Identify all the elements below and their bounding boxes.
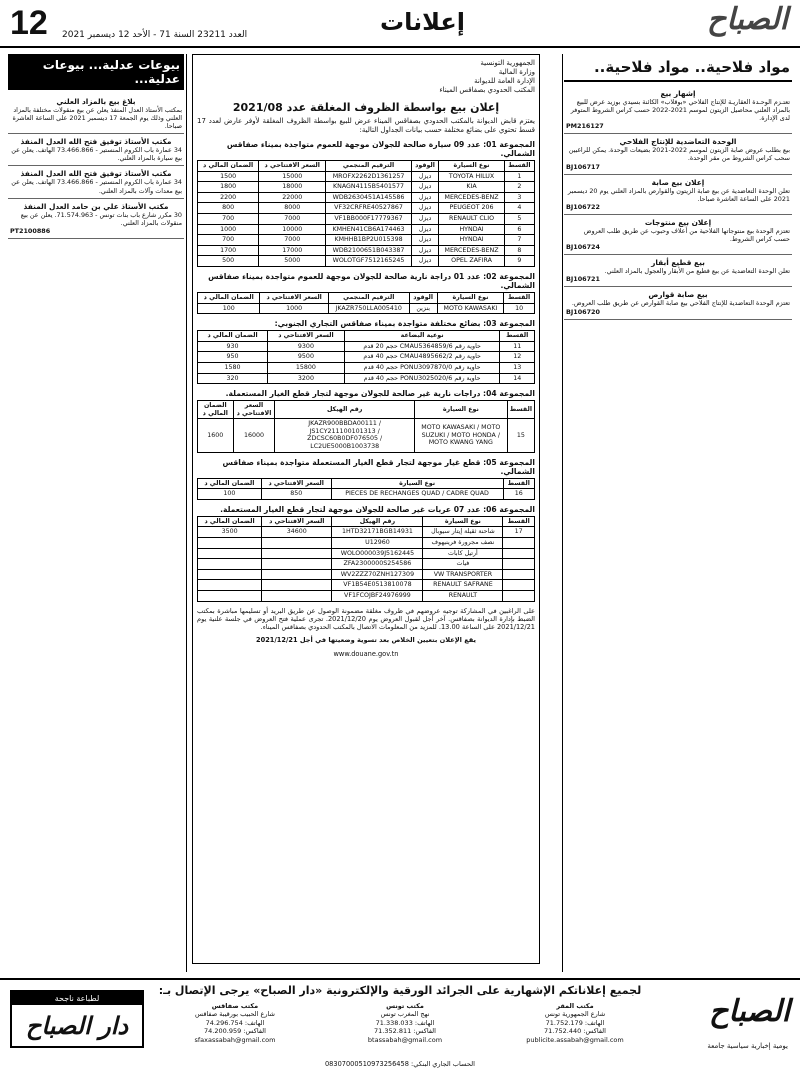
office-line: sfaxassabah@gmail.com [194,1035,276,1044]
ad-notes: على الراغبين في المشاركة توجيه عروضهم في ظروف مغلقة مضمونة الوصول عن طريق البريد أو تسليمها مباشرة بمكتب الضبط بإدارة الديوانة بصفاقس. آخر أجل لقبول العروض يوم 2021/12/20. تجرى عملية فتح العروض في جلسة علنية يوم 2021/12/21 على الساعة 13.00. للمزيد من المعلومات الاتصال بالمكتب الحدودي بصفاقس الميناء. [197,606,535,632]
table-cell: 1000 [198,224,259,235]
ad-reference: PT2100886 [10,226,51,235]
table-cell: بنزين [409,303,437,314]
legal-ad [8,199,184,239]
table-cell: JKAZR750LLA005410 [328,303,409,314]
table-cell [262,538,332,549]
column-header: نوع السيارة [331,478,503,489]
table-cell: 3500 [198,527,262,538]
table-cell [262,591,332,602]
table-cell: RENAULT CLIO [439,213,505,224]
table-cell: PEUGEOT 206 [439,203,505,214]
ad-heading: إعلان بيع صابة [651,177,705,187]
table-cell: 14 [500,373,535,384]
table-cell: 4 [504,203,534,214]
table-cell: 800 [198,203,259,214]
table-row [198,548,535,559]
legal-ad [8,134,184,166]
table-row [198,489,535,500]
table-cell: 100 [198,303,260,314]
table-cell: KNAGN4115B5401577 [326,182,412,193]
lots-table [197,292,535,314]
table-cell: ديزل [411,245,438,256]
table-cell: أرتيل كابات [423,548,503,559]
table-cell [503,580,535,591]
table-cell [503,548,535,559]
column-header: الوقود [409,292,437,303]
lots-table [197,400,535,453]
table-cell: MOTO KAWASAKI / MOTO SUZUKI / MOTO HONDA / MOTO KWANG YANG [414,419,507,452]
issue-line: العدد 23211 السنة 71 - الأحد 12 ديسمبر 2021 [62,30,248,40]
ad-text: 30 مكرر شارع باب بنات تونس - 71.574.963. يعلن عن بيع منقولات بالمزاد العلني. [20,210,182,227]
table-cell [198,559,262,570]
table-cell: 17 [503,527,535,538]
ad-text: 34 عمارة باب الكروم المنستير - 73.466.866 الهاتف. يعلن عن بيع معدات وآلات بالمزاد العلني. [11,178,182,195]
office-name: مكتب صفاقس [211,1002,259,1010]
office-line: شارع الجمهورية تونس [544,1010,606,1019]
table-cell: 1600 [198,419,234,452]
legal-ad [8,94,184,134]
agri-ad [564,86,792,134]
table-cell [503,591,535,602]
printing-logo [10,990,144,1048]
ad-reference: PM216127 [566,122,604,131]
column-header: رقم الهيكل [332,516,423,527]
table-cell: 700 [198,235,259,246]
table-row [198,341,535,352]
table-cell: 9300 [268,341,345,352]
newspaper-logo: الصباح [706,2,788,37]
table-cell: HYNDAI [439,224,505,235]
column-divider [186,54,187,972]
table-cell: 1500 [198,171,259,182]
table-cell [262,559,332,570]
table-cell: 1 [504,171,534,182]
ad-text: تعتـزم الوحـدة العقاريـة للإنتاج الفلاحي «بوقلاب» الكائنة بسيدي بوزيد عرض للبيع بالمزاد العلني محاصيل الزيتون لموسم 2021-2022 حسب كراس الشروط المتوفر لدى الإدارة. [570,98,790,123]
ad-heading: إعلان بيع منتوجات [644,217,712,227]
table-cell: 8000 [259,203,326,214]
agri-ads-column [564,54,792,320]
table-cell: PIECES DE RECHANGES QUAD / CADRE QUAD [331,489,503,500]
table-cell: نصف مجرورة فرينيهوف [423,538,503,549]
office-block [330,1002,480,1044]
table-cell: 7000 [259,235,326,246]
ad-text: تعلن الوحدة التعاضدية عن بيع صابة الزيتون والقوارص بالمزاد العلني يوم 20 ديسمبر 2021 على الساعة العاشرة صباحا. [567,186,790,203]
legal-section-title: بيوعات عدلية... بيوعات عدلية... [8,54,184,90]
table-row [198,580,535,591]
bank-account: الحساب الجاري البنكي: 08307000510973256458 [324,1060,476,1068]
table-cell [198,569,262,580]
table-cell: 10 [504,303,535,314]
table-row [198,352,535,363]
group-label: المجموعة 03: بضائع مختلفة متواجدة بميناء صفاقس التجاري الجنوبي: [274,319,535,329]
table-cell: 9500 [268,352,345,363]
table-cell: حاوية رقم PONU3097870/0 حجم 40 قدم [344,362,500,373]
table-cell: MROFX2262D1361257 [326,171,412,182]
table-cell: 850 [261,489,331,500]
column-header: القسط [504,161,534,172]
table-cell: 18000 [259,182,326,193]
lots-table [197,330,535,384]
ad-closing: يقع الإعلان بتعيين الخلاص بعد تسوية وضعيتها في أجل 2021/12/21 [256,636,476,645]
group-label: المجموعة 04: دراجات نارية غير صالحة للجولان موجهة لتجار قطع الغيار المستعملة. [225,389,535,399]
table-cell: شاحنة ثقيلة إيتار سيوبال [423,527,503,538]
table-cell: RENAULT [423,591,503,602]
table-cell: OPEL ZAFIRA [439,256,505,267]
table-cell [503,559,535,570]
table-row [198,303,535,314]
page-footer [0,978,800,1072]
table-cell: 7 [504,235,534,246]
office-line: الفاكس: 71.752.440 [544,1027,606,1036]
group-label: المجموعة 02: عدد 01 دراجة نارية صالحة للجولان موجهة للعموم متواجدة بميناء صفاقس الشمالي. [208,271,535,290]
table-cell: ديزل [411,192,438,203]
table-cell: KIA [439,182,505,193]
table-cell: JKAZR900BBDA00111 / JS1CY211100101313 / ZDCSC60B0DF076505 / LC2UE5000B1003738 [275,419,414,452]
table-row [198,373,535,384]
column-header: رقم الهيكل [275,401,414,419]
office-block [500,1002,650,1044]
column-header: الضمان المالي د [198,401,234,419]
table-cell: WOLOTGF7512165245 [326,256,412,267]
office-line: نهج المغرب تونس [380,1010,430,1019]
table-row [198,591,535,602]
table-cell [198,580,262,591]
ad-text: بمكتب الأستاذ العدل المنفذ يعلن عن بيع منقولات مختلفة بالمزاد العلني وذلك يوم الجمعة 17 ديسمبر 2021 على الساعة العاشرة صباحا. [12,106,182,131]
column-header: القسط [504,292,535,303]
table-cell: 5000 [259,256,326,267]
table-cell: 17000 [259,245,326,256]
table-cell: 320 [198,373,268,384]
column-header: الترقيم المنجمي [328,292,409,303]
table-row [198,203,535,214]
table-cell: RENAULT SAFRANE [423,580,503,591]
table-cell: ديزل [411,203,438,214]
table-cell: 1HTD32171BGB14931 [332,527,423,538]
column-header: السعر الافتتاحي د [262,516,332,527]
table-cell: 15 [507,419,534,452]
group-label: المجموعة 05: قطع غيار موجهة لتجار قطع الغيار المستعملة متواجدة بميناء صفاقس الشمالي. [222,457,535,476]
table-row [198,538,535,549]
column-header: السعر الافتتاحي د [268,331,345,342]
table-cell: ديزل [411,224,438,235]
table-cell: VF32CRFRE40527867 [326,203,412,214]
table-cell: 16 [503,489,534,500]
legal-sales-column [8,54,184,239]
table-cell: TOYOTA HILUX [439,171,505,182]
table-cell [198,548,262,559]
table-cell: 100 [198,489,262,500]
table-row [198,245,535,256]
table-cell: 2200 [198,192,259,203]
table-cell: 6 [504,224,534,235]
table-cell [503,569,535,580]
ad-heading: الوحدة التعاضدية للإنتاج الفلاحي [619,137,737,147]
page-number: 12 [10,4,48,42]
table-cell: 950 [198,352,268,363]
table-row [198,569,535,580]
lots-table [197,516,535,602]
org-line: الجمهورية التونسية [480,59,535,67]
ad-heading: بيع صابة قوارص [648,290,708,300]
office-line: publicite.assabah@gmail.com [526,1035,624,1044]
footer-banner: لجميع إعلاناتكم الإشهارية على الجرائد الورقية والإلكترونية «دار الصباح» يرجى الإتصال بـ: [158,984,642,997]
table-cell: 15800 [268,362,345,373]
table-row [198,182,535,193]
ad-text: تعلن الوحدة التعاضدية عن بيع قطيع من الأبقار والعجول بالمزاد العلني. [604,267,790,276]
agri-ad [564,215,792,255]
table-cell: MERCEDES-BENZ [439,192,505,203]
column-header: الضمان المالي د [198,516,262,527]
table-row [198,256,535,267]
column-header: السعر الافتتاحي د [233,401,275,419]
table-cell: 1700 [198,245,259,256]
table-cell [262,569,332,580]
column-header: نوع السيارة [414,401,507,419]
issuing-authority [197,59,535,95]
table-cell: 3200 [268,373,345,384]
ad-intro: يعتزم قابض الديوانة بالمكتب الحدودي بصفاقس الميناء عرض للبيع بواسطة الظروف المغلقة لأوفر عارض لعدد 17 قسط تحتوي على بضائع مختلفة حسب بيانات الجداول التالية: [197,117,535,134]
office-line: الهاتف: 71.752.179 [545,1018,605,1027]
table-row [198,224,535,235]
agri-ad [564,134,792,174]
table-row [198,559,535,570]
org-line: وزارة المالية [498,68,535,76]
customs-sale-ad [192,54,540,964]
table-cell: 930 [198,341,268,352]
table-cell: 2 [504,182,534,193]
ad-reference: BJ106717 [566,162,600,171]
table-row [198,419,535,452]
table-cell: VF1B54E0513810078 [332,580,423,591]
legal-ad [8,166,184,198]
table-cell: 34600 [262,527,332,538]
table-cell: 16000 [233,419,275,452]
table-cell: VW TRANSPORTER [423,569,503,580]
ad-text: تعتزم الوحدة التعاضدية للإنتاج الفلاحي بيع صابة القوارص عن طريق طلب العروض. [571,299,790,308]
group-label: المجموعة 06: عدد 07 عربات غير صالحة للجولان موجهة لتجار قطع الغيار المستعملة. [220,504,535,514]
section-title: إعلانات [380,8,465,36]
table-cell: HYNDAI [439,235,505,246]
table-row [198,213,535,224]
org-line: الإدارة العامة للديوانة [474,77,535,85]
table-cell: KMHEN41CB6A174463 [326,224,412,235]
table-cell: MERCEDES-BENZ [439,245,505,256]
office-line: شارع الحبيب بورقيبة صفاقس [195,1010,275,1019]
table-cell: WV2ZZZ70ZNH127309 [332,569,423,580]
org-line: المكتب الحدودي بصفاقس الميناء [439,86,535,94]
ad-reference: BJ106722 [566,202,600,211]
column-header: السعر الافتتاحي د [259,161,326,172]
column-header: الضمان المالي د [198,331,268,342]
table-cell: VF1FCOJBF24976999 [332,591,423,602]
table-row [198,171,535,182]
agri-ad [564,255,792,287]
column-header: الضمان المالي د [198,292,260,303]
table-cell: ZFA2300000S254586 [332,559,423,570]
ad-heading: بيع قطيع أبقار [651,258,705,268]
table-row [198,362,535,373]
column-header: القسط [503,516,535,527]
office-line: الهاتف: 71.338.033 [375,1018,435,1027]
column-header: نوع السيارة [439,161,505,172]
office-line: btassabah@gmail.com [367,1035,443,1044]
column-header: الضمان المالي د [198,478,262,489]
ad-heading: مكتب الأستاذ توفيق فتح الله العدل المنفذ [20,137,172,147]
table-cell: 7000 [259,213,326,224]
table-row [198,192,535,203]
table-cell: 1800 [198,182,259,193]
column-header: القسط [500,331,535,342]
table-cell: 10000 [259,224,326,235]
agri-ad [564,287,792,319]
office-block [160,1002,310,1044]
column-header: القسط [507,401,534,419]
office-line: الفاكس: 71.352.811 [374,1027,436,1036]
printing-logo-caption: لطباعة ناجحة [12,992,142,1005]
table-cell: 500 [198,256,259,267]
printing-logo-name: دار الصباح [25,1011,129,1040]
column-header: الترقيم المنجمي [326,161,412,172]
ad-heading: بلاغ بيع بالمزاد العلني [56,97,136,106]
lots-table [197,160,535,267]
ad-reference: BJ106721 [566,275,600,284]
table-cell [262,580,332,591]
agri-ad [564,175,792,215]
agri-section-title: مواد فلاحية.. مواد فلاحية.. [564,54,792,82]
office-name: مكتب المقر [556,1002,594,1010]
table-cell: 12 [500,352,535,363]
ad-text: 34 عمارة باب الكروم المنستير - 73.466.866 الهاتف. يعلن عن بيع سيارة بالمزاد العلني. [11,146,182,163]
table-cell: 15000 [259,171,326,182]
ad-heading: إشهار بيع [660,89,696,98]
group-label: المجموعة 01: عدد 09 سيارة صالحة للجولان موجهة للعموم متواجدة بميناء صفاقس الشمالي. [226,140,535,158]
column-header: الضمان المالي د [198,161,259,172]
table-cell: 22000 [259,192,326,203]
table-cell: فيات [423,559,503,570]
table-cell: U12960 [332,538,423,549]
column-divider [562,54,563,972]
ad-reference: BJ106720 [566,307,600,316]
office-name: مكتب تونس [386,1002,424,1010]
table-cell [198,538,262,549]
table-cell: ديزل [411,256,438,267]
table-cell: 5 [504,213,534,224]
ad-heading: مكتب الأستاذ علي بن حامد العدل المنفذ [23,201,169,211]
table-cell: 3 [504,192,534,203]
ad-title: إعلان بيع بواسطة الظروف المغلقة عدد 2021/08 [232,101,500,114]
table-cell: حاوية رقم CMAU4895662/2 حجم 40 قدم [344,352,500,363]
table-cell: حاوية رقم PONU3025020/6 حجم 40 قدم [344,373,500,384]
column-header: نوع السيارة [437,292,504,303]
table-cell: WDB2630451A145586 [326,192,412,203]
page-header [0,0,800,48]
footer-logo: الصباح [708,994,790,1029]
customs-website-link[interactable]: www.douane.gov.tn [333,649,399,658]
ad-reference: BJ106724 [566,243,600,252]
table-cell: 700 [198,213,259,224]
table-cell: 13 [500,362,535,373]
ad-text: بيع بطلب عروض صابة الزيتون لموسم 2022-2021 بضيعات الوحدة. يمكن للراغبين سحب كراس الشروط من مقر الوحدة. [568,146,790,163]
column-header: القسط [503,478,534,489]
lots-table [197,478,535,500]
table-cell: 8 [504,245,534,256]
column-header: السعر الافتتاحي د [261,478,331,489]
column-header: نوعية البضاعة [344,331,500,342]
table-cell [262,548,332,559]
office-line: الفاكس: 74.200.959 [204,1027,266,1036]
table-cell: 1000 [260,303,328,314]
office-line: الهاتف: 74.296.754 [205,1018,265,1027]
table-row [198,527,535,538]
table-cell: 1580 [198,362,268,373]
table-cell: KMHHB1BP2U015398 [326,235,412,246]
table-cell: 9 [504,256,534,267]
table-cell: WOLO000039J5162445 [332,548,423,559]
ad-text: تعتزم الوحدة بيع منتوجاتها الفلاحية من أعلاف وحبوب عن طريق طلب العروض حسب كراس الشروط. [583,226,790,244]
table-cell: ديزل [411,213,438,224]
table-cell [503,538,535,549]
footer-tagline: يومية إخبارية سياسية جامعة [707,1042,788,1050]
column-header: الوقود [411,161,438,172]
table-cell: WDB2100651B043387 [326,245,412,256]
column-header: السعر الافتتاحي د [260,292,328,303]
table-cell [198,591,262,602]
table-cell: حاوية رقم CMAU5364859/6 حجم 20 قدم [344,341,500,352]
ad-heading: مكتب الأستاذ توفيق فتح الله العدل المنفذ [20,169,172,179]
table-row [198,235,535,246]
table-cell: VF1BB000F17779367 [326,213,412,224]
table-cell: ديزل [411,235,438,246]
table-cell: ديزل [411,171,438,182]
column-header: نوع السيارة [423,516,503,527]
table-cell: MOTO KAWASAKI [437,303,504,314]
table-cell: 11 [500,341,535,352]
table-cell: ديزل [411,182,438,193]
